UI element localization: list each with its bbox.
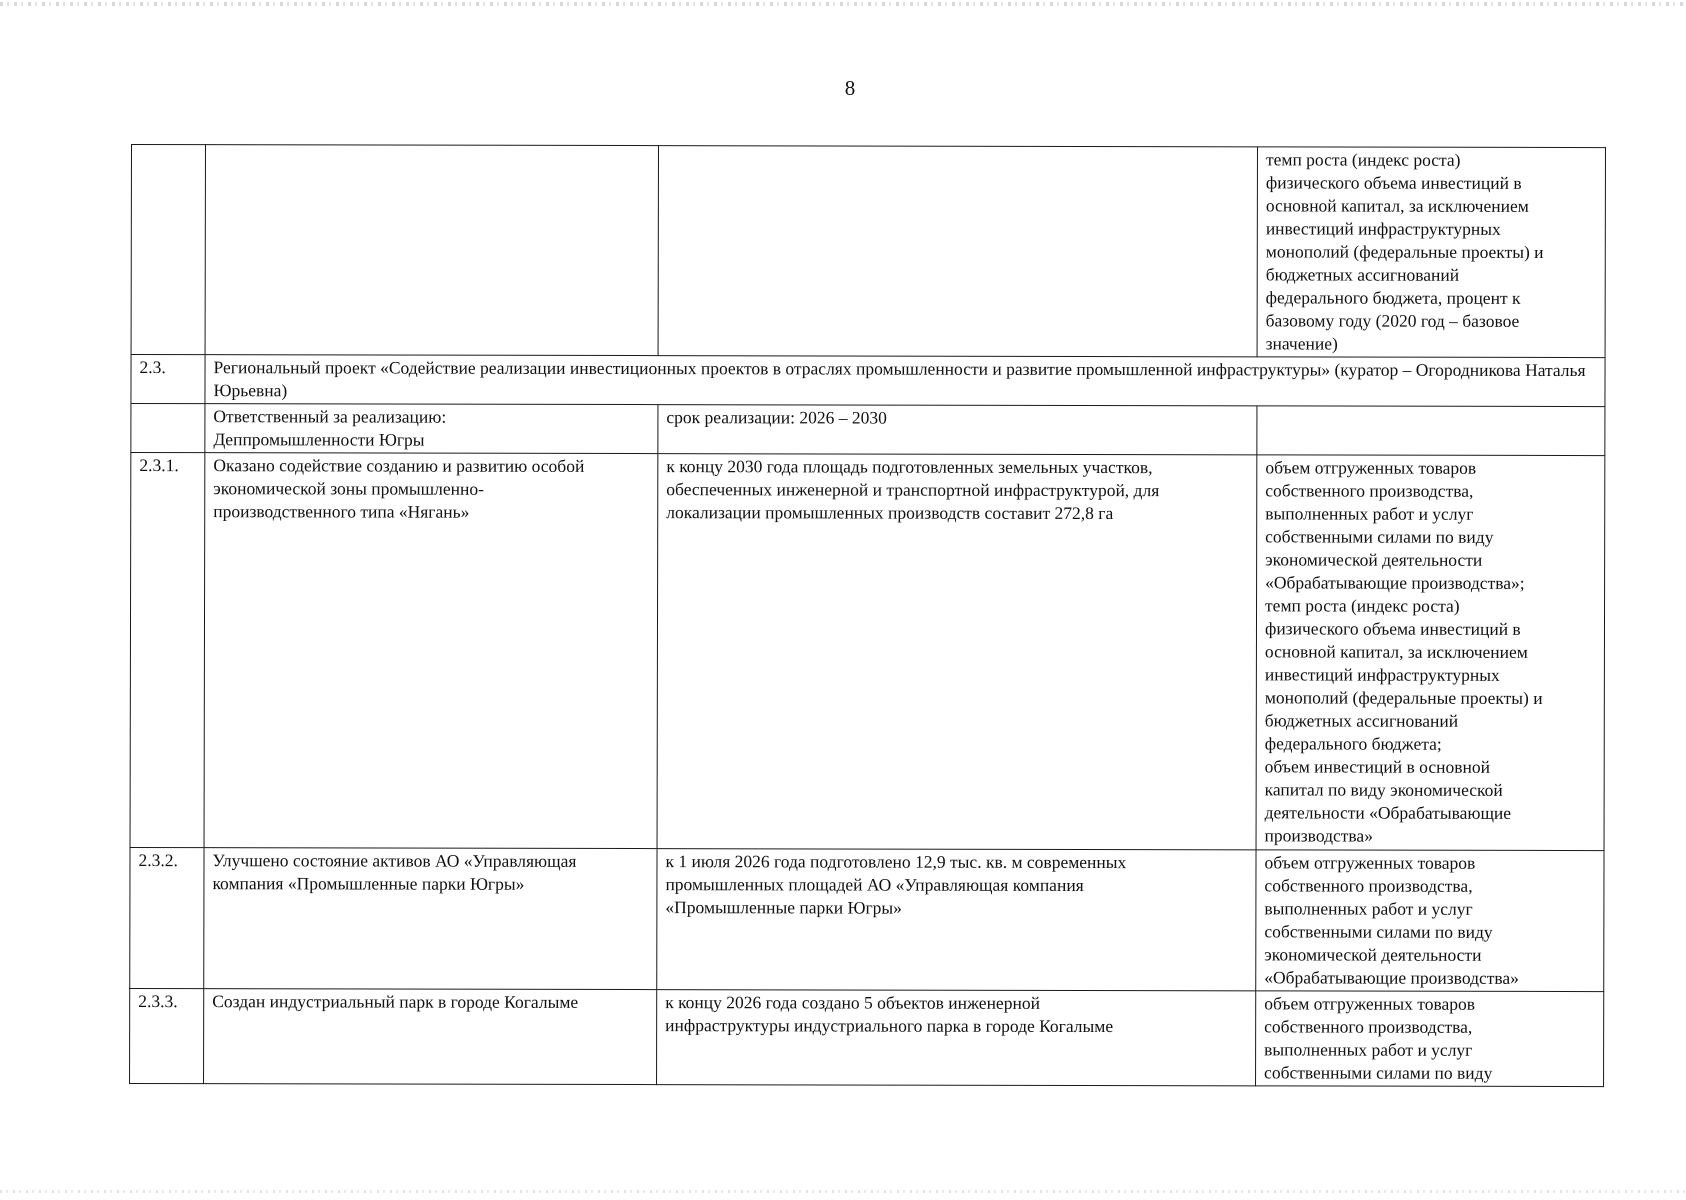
task-cell: Улучшено состояние активов АО «Управляющая компания «Промышленные парки Югры»: [204, 848, 657, 990]
result-cell: к 1 июля 2026 года подготовлено 12,9 тыс. кв. м современных промышленных площадей АО «Управляющая компания «Промышленные парки Югры»: [657, 849, 1256, 991]
indicator-cell: [1257, 406, 1605, 456]
indicator-cell: объем отгруженных товаров собственного производства, выполненных работ и услуг собственными силами по виду: [1256, 991, 1604, 1087]
result-cell: к концу 2026 года создано 5 объектов инженерной инфраструктуры индустриального парка в городе Когалыме: [657, 990, 1256, 1086]
responsible-cell: Ответственный за реализацию: Дeппромышленности Югры: [205, 404, 658, 454]
number-cell: [131, 404, 205, 453]
responsible-row: [131, 404, 1605, 456]
number-cell: [131, 145, 205, 355]
indicator-cell: темп роста (индекс роста) физического объема инвестиций в основной капитал, за исключением инвестиций инфраструктурных монополий (федеральные проекты) и бюджетных ассигнований федерального бюджета, процент к базовому году (2020 год – базовое значение): [1257, 147, 1605, 358]
row-number: 2.3.3.: [130, 988, 204, 1083]
indicator-cell: объем отгруженных товаров собственного производства, выполненных работ и услуг собственными силами по виду экономической деятельности «Обрабатывающие производства»; темп роста (индекс роста) физического объема инвестиций в основной капитал, за исключением инвестиций инфраструктурных монополий (федеральные проекты) и бюджетных ассигнований федерального бюджета; объем инвестиций в основной капитал по виду экономической деятельности «Обрабатывающие производства»: [1256, 455, 1605, 851]
task-cell: Оказано содействие созданию и развитию особой экономической зоны промышленно- производственного типа «Нягань»: [204, 453, 658, 849]
section-number: 2.3.: [131, 355, 205, 404]
section-row: [131, 355, 1605, 407]
measures-table: [129, 144, 1606, 1087]
task-cell: [205, 145, 658, 356]
indicator-cell: объем отгруженных товаров собственного производства, выполненных работ и услуг собственными силами по виду экономической деятельности «Обрабатывающие производства»: [1256, 850, 1604, 992]
scan-edge-bottom: [0, 1190, 1686, 1193]
period-cell: срок реализации: 2026 – 2030: [658, 405, 1257, 455]
row-number: 2.3.1.: [130, 453, 205, 848]
scan-edge-top: [0, 2, 1686, 6]
table-row: [130, 988, 1604, 1086]
table-row: [130, 453, 1605, 851]
task-cell: Создан индустриальный парк в городе Когалыме: [204, 989, 657, 1085]
section-title: Региональный проект «Содействие реализации инвестиционных проектов в отраслях промышленности и развитие промышленной инфраструктуры» (куратор – Огородникова Наталья Юрьевна): [205, 355, 1605, 407]
row-number: 2.3.2.: [130, 847, 204, 988]
table-row: [131, 145, 1605, 358]
table-row: [130, 847, 1604, 991]
result-cell: [658, 146, 1257, 357]
result-cell: к концу 2030 года площадь подготовленных земельных участков, обеспеченных инженерной и транспортной инфраструктурой, для локализации промышленных производств составит 272,8 га: [657, 454, 1257, 850]
page-number: 8: [844, 76, 856, 100]
